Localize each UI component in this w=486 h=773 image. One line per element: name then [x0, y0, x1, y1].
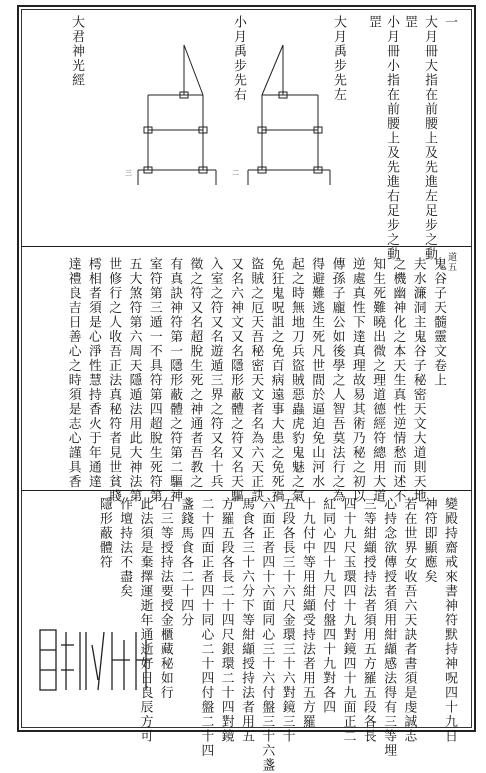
- top-column-5: 大月禹步先左: [331, 15, 346, 102]
- middle-column: 有真訣神符第一隱形蔽體之符第二驅神: [167, 257, 183, 504]
- middle-column: 之機幽神化之本天生真性逆情愁而述不: [390, 257, 406, 504]
- bottom-column: 心持念欲傳授者須用紺纈感法得有三等埋: [381, 497, 397, 758]
- top-column-3: 小月冊小指在前腰上及先進右足步之動: [384, 15, 399, 262]
- middle-column: 世修行之人收吾正法真秘符者見世貧賤: [106, 257, 122, 504]
- top-column-1: 大月冊大指在前腰上及先進左足步之動: [422, 15, 437, 262]
- middle-column: 得避難逃生死凡世間於逼迫免山河水: [309, 257, 325, 489]
- bottom-column: 盞錢馬食各二十四分: [178, 497, 194, 628]
- middle-column: 又名六神文又名隱形蔽體之符又名天驅: [228, 257, 243, 504]
- middle-column: 夫水濂洞主鬼谷子秘密天文大道則天地: [410, 257, 426, 504]
- middle-column: 逆處真性下達真理故易其術乃秘之初以: [349, 257, 365, 504]
- top-column-7: 大君神光經: [69, 15, 84, 88]
- bottom-column: 變殿持齋戒來書神符默持神呪四十九日: [442, 497, 457, 744]
- bottom-column: 馬食各三十六分下等紺纈授持法者用五: [239, 497, 254, 744]
- bottom-column: 此法須是棄擇運逝年通逝好日良辰方可: [137, 497, 153, 744]
- bottom-column: 二十四面正者四十同心二十四付盤二十四: [198, 497, 214, 758]
- bottom-column: 五段各長三十六尺金環三十六對鏡三十: [279, 497, 295, 744]
- bottom-column: 十九付中等用紺纈受持法者用五方羅: [299, 497, 315, 729]
- middle-column: 室符第三遁一不具符第四超脫生死符第: [146, 257, 162, 504]
- bottom-column: 若在世界女收吾六天訣者書須是虔誠志: [401, 497, 417, 744]
- diagram-mark-right: 三: [125, 169, 132, 177]
- page-marker: 道五: [446, 252, 456, 272]
- middle-column: 入室之符又名遊遁三界之符又名十兵: [207, 257, 223, 489]
- middle-column: 免狂鬼呪詛之免百病遠事大患之免死禍: [268, 257, 284, 504]
- middle-column: 盜賊之厄天吾秘密天文者名為六天正訣: [248, 257, 264, 504]
- top-column-2: 罡: [402, 15, 417, 30]
- middle-column: 徵之符又名超脫生死之神通者吾教之: [187, 257, 203, 489]
- middle-column: 五大煞符第六周天隱遁法用此大神法第: [126, 257, 142, 504]
- middle-column: 達禮良吉日善心之時須是志心謹具香: [65, 257, 81, 489]
- bottom-column: 方羅五段各長二十四尺銀環二十四對鏡: [218, 497, 234, 744]
- bottom-column: 神符即顯應矣: [421, 497, 437, 584]
- middle-column: 傳孫子龐公如後學之人智吾莫法行之為: [329, 257, 345, 504]
- bottom-column: 右三等授持法要授金櫃藏秘如行: [157, 497, 173, 700]
- top-column-6: 小月禹步先右: [231, 15, 246, 102]
- top-column-4: 罡: [366, 15, 381, 30]
- middle-column: 樗相者須是心淨性慧持香火于年通達: [85, 257, 101, 489]
- top-mark: 一: [442, 15, 457, 30]
- middle-column: 鬼谷子天髓靈文卷上: [431, 257, 446, 388]
- bottom-column: 六面正者四十六面同心三十六付盤三十六盞: [259, 497, 275, 773]
- bottom-column: 三等紺纈授持法者須用五方羅五段各長: [360, 497, 376, 744]
- bottom-column: 四十九尺玉環四十九對鏡四十九面正二: [340, 497, 356, 744]
- bottom-column: 隱形蔽體符: [96, 497, 112, 570]
- bottom-column: 作壇持法不盡矣: [117, 497, 133, 599]
- middle-column: 起之時無地刀兵盜賊惡蟲虎豹鬼魅之氣: [288, 257, 304, 504]
- middle-column: 知生死難曉出微之理道德經符總用大道: [370, 257, 386, 504]
- diagram-mark-left: 二: [232, 169, 239, 177]
- bottom-column: 紅同心四十九尺付盤四十九對各四: [320, 497, 336, 715]
